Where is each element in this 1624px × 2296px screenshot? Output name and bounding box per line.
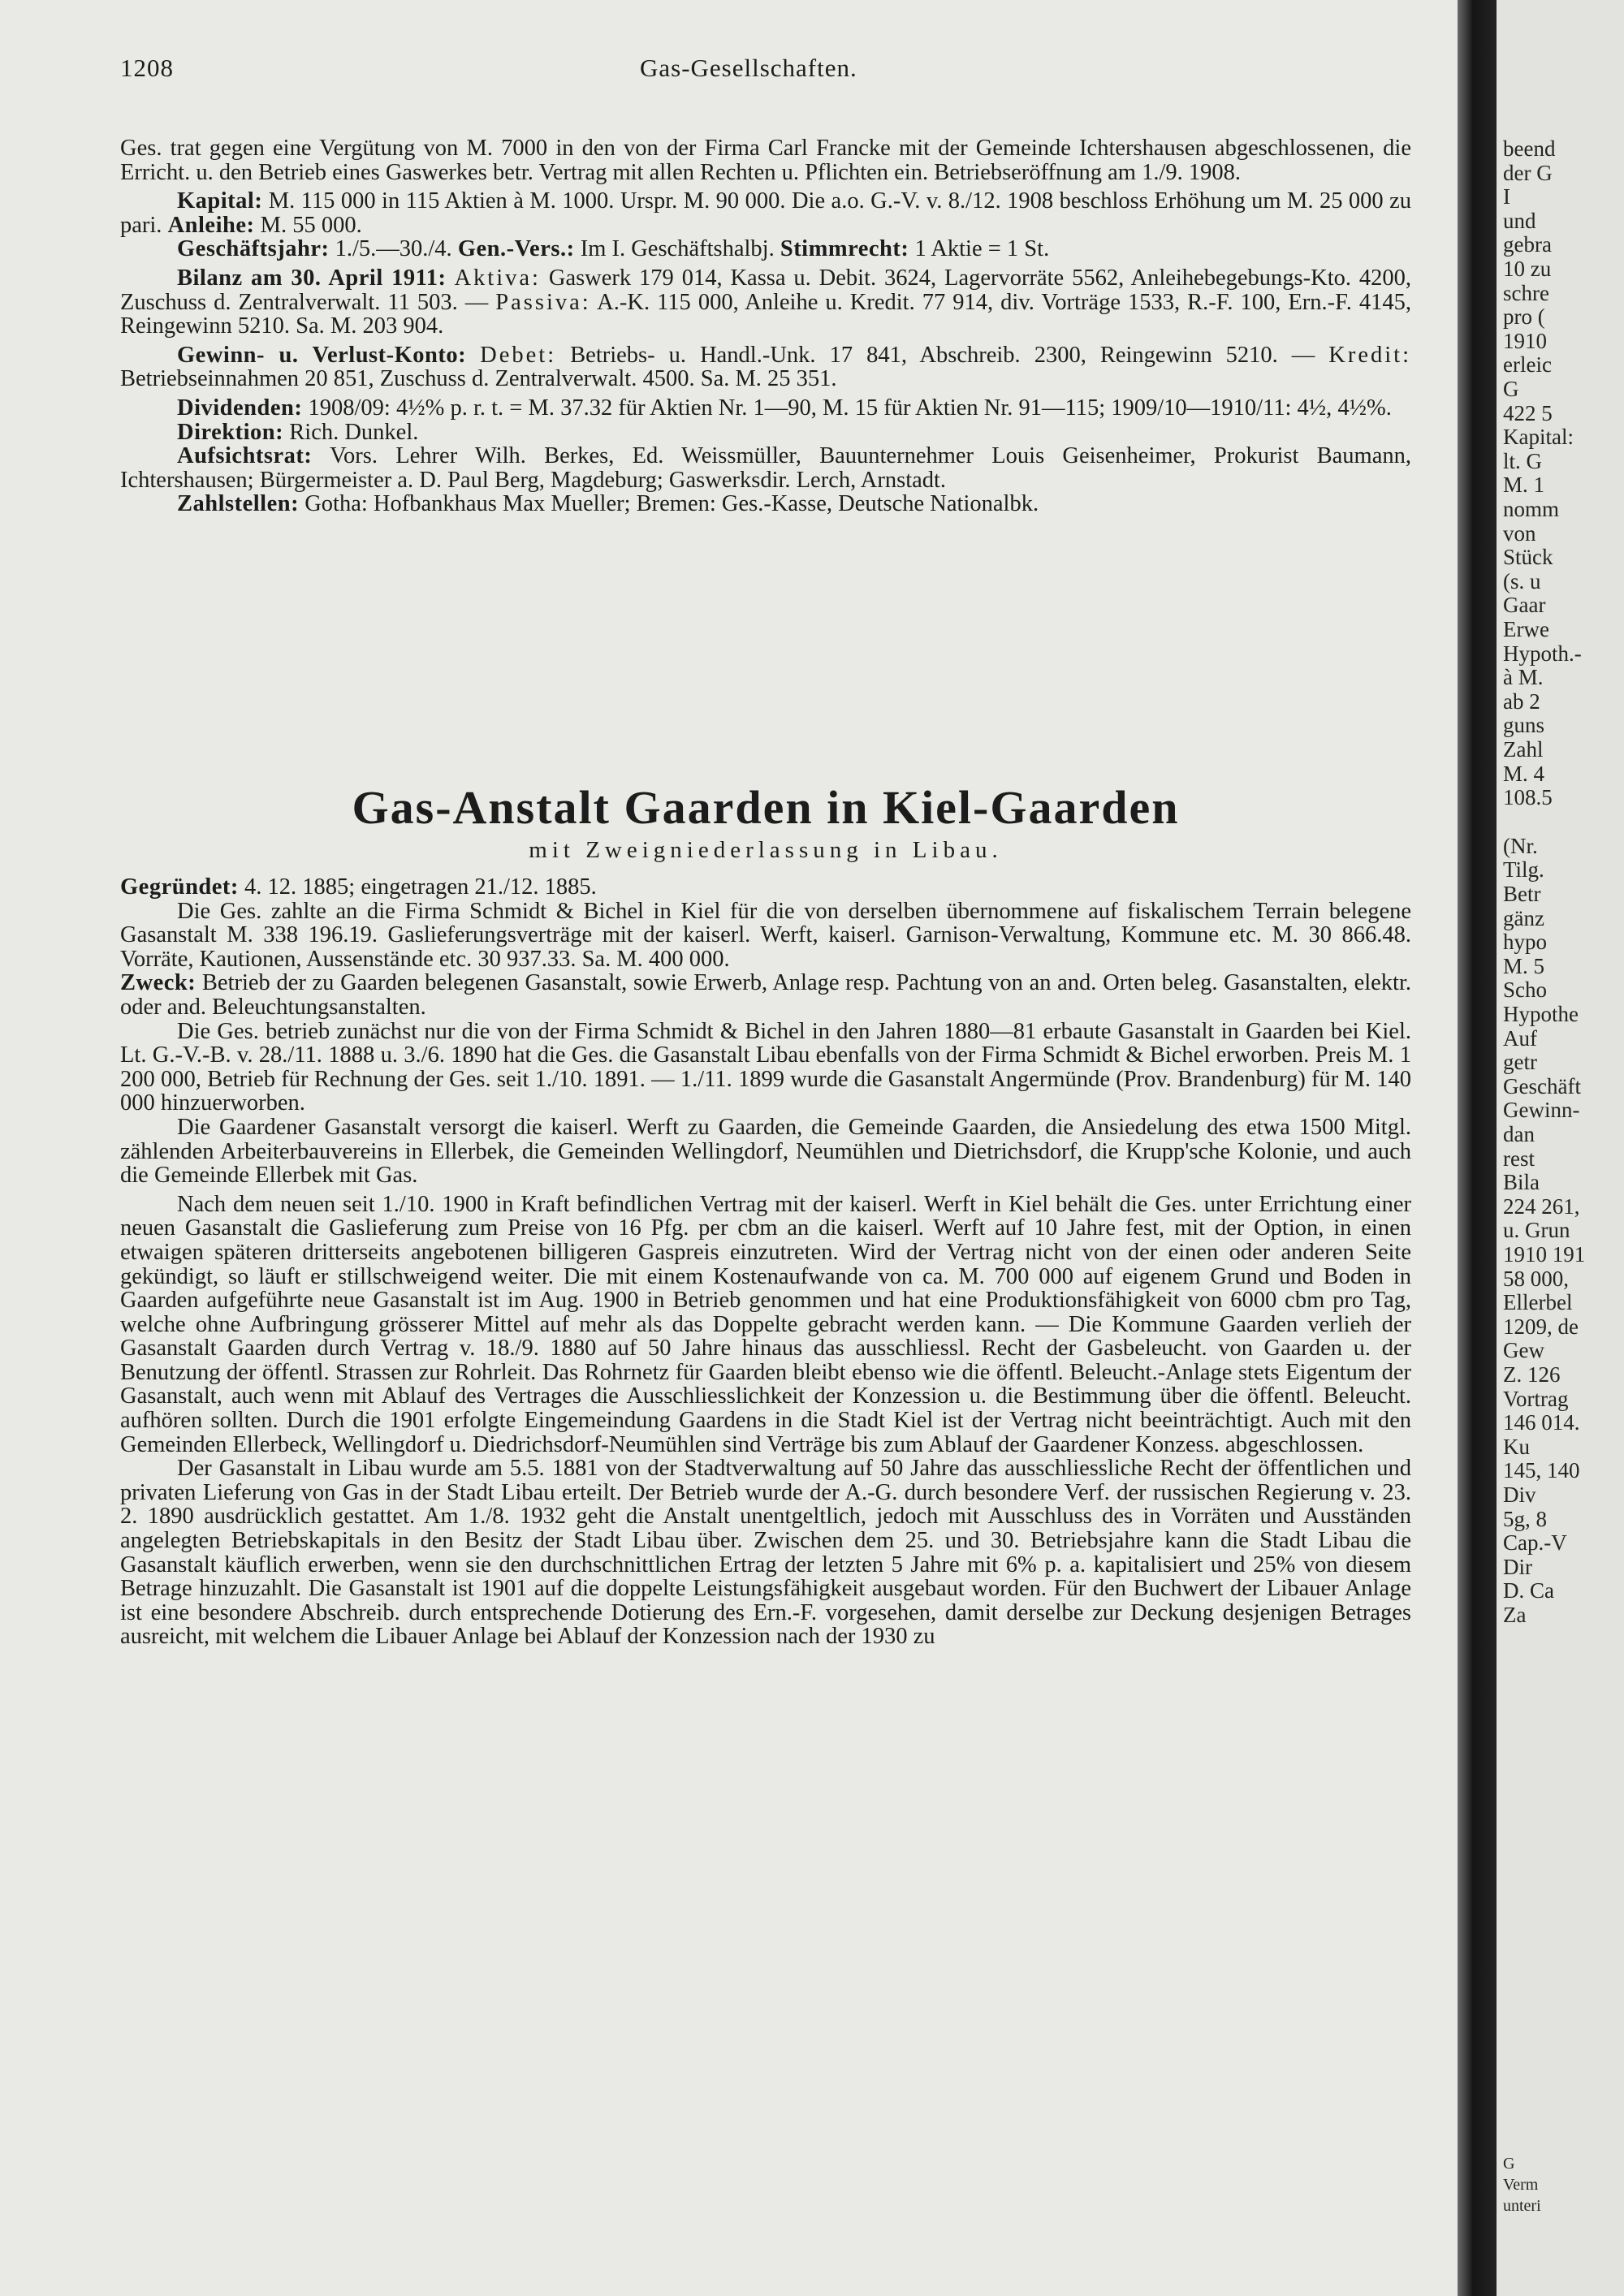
- adjacent-page-fragment: Gew: [1503, 1338, 1544, 1363]
- bilanz-passiva-label: Passiva:: [495, 289, 591, 315]
- adjacent-page-bottom-fragment: unteri: [1503, 2197, 1541, 2215]
- adjacent-page-bottom-fragment: G: [1503, 2155, 1515, 2173]
- paragraph-contract: Nach dem neuen seit 1./10. 1900 in Kraft befindlichen Vertrag mit der kaiserl. Werft in Kiel behält die Ges. unter Errichtung einer neuen Gasanstalt die Gaslieferung zum Preise von 16 Pfg. per cbm an die kaiserl. Werft auf 10 Jahre fest, mit der Option, in einen etwaigen späteren dritterseits angebotenen billigeren Gaspreis einzutreten. Wird der Vertrag nicht von der einen oder anderen Seite gekündigt, so läuft er stillschweigend weiter. Die mit einem Kostenaufwande von ca. M. 700 000 auf eigenem Grund und Boden in Gaarden aufgeführte neue Gasanstalt ist im Aug. 1900 in Betrieb genommen und hat eine Produktionsfähigkeit von 6000 cbm pro Tag, welche ohne Aufbringung grösserer Mittel auf mehr als das Doppelte gebracht werden kann. — Die Kommune Gaarden verlieh der Gasanstalt Gaarden durch Vertrag v. 18./9. 1880 auf 50 Jahre hinaus das ausschliessl. Recht der Gasbeleucht. von Gaarden u. der Benutzung der öffentl. Strassen zur Rohrleit. Das Rohrnetz für Gaarden bleibt ebenso wie die öffentl. Beleucht.-Anlage stets Eigentum der Gasanstalt, auch wenn mit Ablauf des Vertrages die Ausschliesslichkeit der Konzession u. die Bestimmung über die öffentl. Beleucht. aufhören sollten. Durch die 1901 erfolgte Eingemeindung Gaardens in die Stadt Kiel ist der Vertrag nicht beeinträchtigt. Auch mit den Gemeinden Ellerbeck, Wellingdorf u. Diedrichsdorf-Neumühlen sind Verträge bis zum Ablauf der Gaardener Konzess. abgeschlossen.: [120, 1191, 1411, 1457]
- adjacent-page-fragment: 146 014.: [1503, 1410, 1580, 1435]
- zahlstellen-text: Gotha: Hofbankhaus Max Mueller; Bremen: Ges.-Kasse, Deutsche Nationalbk.: [304, 491, 1039, 517]
- direktion-entry: [120, 421, 1411, 445]
- bilanz-entry: [120, 266, 1411, 339]
- stimmrecht-text: 1 Aktie = 1 St.: [914, 236, 1050, 262]
- direktion-label: Direktion:: [177, 419, 284, 445]
- gewinn-label: Gewinn- u. Verlust-Konto:: [177, 342, 467, 368]
- adjacent-page-fragment: Za: [1503, 1603, 1527, 1627]
- dividenden-label: Dividenden:: [177, 395, 303, 421]
- anleihe-label: Anleihe:: [167, 212, 255, 238]
- paragraph-supply: Die Gaardener Gasanstalt versorgt die kaiserl. Werft zu Gaarden, die Gemeinde Gaarden, die Ansiedelung des etwa 1500 Mitgl. zählenden Arbeiterbauvereins in Ellerbek, die Gemeinden Wellingdorf, Neumühlen und Dietrichsdorf, die Krupp'sche Kolonie, und auch die Gemeinde Ellerbek mit Gas.: [120, 1114, 1411, 1189]
- zweck-entry: [120, 971, 1411, 1019]
- adjacent-page-fragment: 1910: [1503, 328, 1547, 353]
- running-title: Gas-Gesellschaften.: [640, 54, 857, 82]
- adjacent-page-fragment: Div: [1503, 1482, 1536, 1507]
- anleihe-text: M. 55 000.: [260, 212, 362, 238]
- adjacent-page-fragment: Gewinn-: [1503, 1098, 1580, 1123]
- bilanz-aktiva-label: Aktiva:: [454, 265, 541, 291]
- kapital-entry: [120, 189, 1411, 237]
- adjacent-page-fragment: u. Grun: [1503, 1218, 1570, 1243]
- adjacent-page-fragment: ab 2: [1503, 688, 1540, 714]
- dividenden-text: 1908/09: 4½% p. r. t. = M. 37.32 für Aktien Nr. 1—90, M. 15 für Aktien Nr. 91—115; 1909/10—1910/11: 4½, 4½%.: [308, 395, 1392, 421]
- adjacent-page-fragment: dan: [1503, 1122, 1535, 1146]
- adjacent-page-fragment: von: [1503, 520, 1536, 546]
- adjacent-page-fragment: Gaar: [1503, 593, 1546, 618]
- geschaeftsjahr-entry: [120, 237, 1411, 261]
- bilanz-passiva-text: A.-K. 115 000, Anleihe u. Kredit. 77 914, div. Vorträge 1533, R.-F. 100, Ern.-F. 4145, Reingewinn 5210. Sa. M. 203 904.: [120, 289, 1411, 339]
- running-head: [120, 54, 1411, 94]
- bilanz-label: Bilanz am 30. April 1911:: [177, 265, 447, 291]
- adjacent-page-fragment: I: [1503, 184, 1510, 209]
- adjacent-page-fragment: 145, 140: [1503, 1458, 1580, 1483]
- gewinn-entry: [120, 343, 1411, 391]
- adjacent-page-fragment: lt. G: [1503, 448, 1543, 473]
- adjacent-page-fragment: schre: [1503, 280, 1549, 305]
- paragraph-history: Die Ges. betrieb zunächst nur die von der Firma Schmidt & Bichel in den Jahren 1880—81 erbaute Gasanstalt in Gaarden bei Kiel. Lt. G.-V.-B. v. 28./11. 1888 u. 3./6. 1890 hat die Ges. die Gasanstalt Libau ebenfalls von der Firma Schmidt & Bichel erworben. Preis M. 1 200 000, Betrieb für Rechnung der Ges. seit 1./10. 1891. — 1./11. 1899 wurde die Gasanstalt Angermünde (Prov. Brandenburg) für M. 140 000 hinzuerworben.: [120, 1018, 1411, 1116]
- adjacent-page-fragment: 108.5: [1503, 785, 1553, 810]
- zweck-text: Betrieb der zu Gaarden belegenen Gasanstalt, sowie Erwerb, Anlage resp. Pachtung von an and. Orten beleg. Gasanstalten, elektr. oder and. Beleuchtungsanstalten.: [120, 970, 1411, 1020]
- adjacent-page-fragment: Z. 126: [1503, 1362, 1561, 1387]
- adjacent-page-fragment: (s. u: [1503, 568, 1541, 593]
- adjacent-page-fragment: M. 4: [1503, 761, 1545, 786]
- paragraph-libau: Der Gasanstalt in Libau wurde am 5.5. 1881 von der Stadtverwaltung auf 50 Jahre das ausschliessliche Recht der öffentlichen und privaten Lieferung von Gas in der Stadt Libau erteilt. Der Betrieb wurde der A.-G. durch besondere Verf. der russischen Regierung v. 23. 2. 1890 ausdrücklich gestattet. Am 1./8. 1932 geht die Anstalt unentgeltlich, jedoch mit Ausschluss des in Vorräten und Ausständen angelegten Betriebskapitals in den Besitz der Stadt Libau über. Zwischen dem 25. und 30. Betriebsjahre kann die Stadt Libau die Gasanstalt käuflich erwerben, wenn sie den durchschnittlichen Ertrag der letzten 5 Jahre mit 6% p. a. kapitalisiert und 25% von diesem Betrage hinzuzahlt. Die Gasanstalt ist 1901 auf die doppelte Leistungsfähigkeit ausgebaut worden. Für den Buchwert der Libauer Anlage ist eine besondere Abschreib. durch entsprechende Dotierung des Ern.-F. vorgesehen, damit derselbe zur Deckung desjenigen Betrages ausreicht, mit welchem die Libauer Anlage bei Ablauf der Konzession nach der 1930 zu: [120, 1456, 1411, 1650]
- adjacent-page-fragment: Dir: [1503, 1554, 1532, 1579]
- adjacent-page-fragment: 1209, de: [1503, 1314, 1579, 1339]
- adjacent-page-fragment: 10 zu: [1503, 257, 1552, 281]
- adjacent-page-fragment: nomm: [1503, 497, 1560, 521]
- adjacent-page-fragment: und: [1503, 208, 1536, 233]
- adjacent-page-fragment: Hypoth.-: [1503, 641, 1582, 666]
- adjacent-page-fragment: 58 000,: [1503, 1266, 1569, 1291]
- adjacent-page-fragment: Cap.-V: [1503, 1530, 1567, 1556]
- adjacent-page-fragment: Bila: [1503, 1170, 1540, 1195]
- adjacent-page-fragment: G: [1503, 377, 1519, 401]
- company-subtitle: mit Zweigniederlassung in Libau.: [529, 837, 1003, 863]
- direktion-text: Rich. Dunkel.: [289, 419, 419, 445]
- adjacent-page-fragment: 224 261,: [1503, 1193, 1580, 1219]
- adjacent-page-fragment: Scho: [1503, 978, 1547, 1003]
- aufsichtsrat-entry: [120, 444, 1411, 492]
- adjacent-page-fragment: à M.: [1503, 665, 1544, 690]
- adjacent-page-fragment: Betr: [1503, 882, 1541, 906]
- adjacent-page-fragment: 5g, 8: [1503, 1506, 1547, 1531]
- adjacent-page-fragment: der G: [1503, 160, 1553, 185]
- adjacent-page-fragment: getr: [1503, 1050, 1537, 1075]
- adjacent-page-fragment: Erwe: [1503, 617, 1549, 641]
- adjacent-page-fragment: 422 5: [1503, 400, 1553, 425]
- zweck-label: Zweck:: [120, 970, 197, 996]
- gewinn-kredit-label: Kredit:: [1328, 342, 1412, 368]
- gewinn-debet-label: Debet:: [480, 342, 557, 368]
- adjacent-page-fragment: guns: [1503, 713, 1545, 738]
- paragraph-purchase: Die Ges. zahlte an die Firma Schmidt & Bichel in Kiel für die von derselben übernommene auf fiskalischem Terrain belegene Gasanstalt M. 338 196.19. Gaslieferungsverträge mit der kaiserl. Werft, kaiserl. Garnison-Verwaltung, Kommune etc. M. 30 866.48. Vorräte, Kautionen, Aussenstände etc. 30 937.33. Sa. M. 400 000.: [120, 898, 1411, 972]
- bilanz-aktiva-text: Gaswerk 179 014, Kassa u. Debit. 3624, Lagervorräte 5562, Anleihebegebungs-Kto. 4200, Zuschuss d. Zentralverwalt. 11 503. —: [120, 265, 1412, 315]
- book-gutter: [1458, 0, 1497, 2296]
- adjacent-page-fragment: Zahl: [1503, 737, 1544, 762]
- adjacent-page-edge: [1497, 0, 1624, 2296]
- kapital-label: Kapital:: [177, 188, 263, 214]
- adjacent-page-fragment: beend: [1503, 136, 1556, 161]
- genvers-text: Im I. Geschäftshalbj.: [580, 236, 775, 262]
- adjacent-page-fragment: M. 1: [1503, 473, 1545, 498]
- adjacent-page-fragment: erleic: [1503, 352, 1552, 378]
- adjacent-page-fragment: Vortrag: [1503, 1386, 1569, 1411]
- adjacent-page-fragment: (Nr.: [1503, 833, 1538, 858]
- adjacent-page-fragment: Hypothe: [1503, 1002, 1579, 1026]
- adjacent-page-fragment: Ku: [1503, 1434, 1530, 1459]
- zahlstellen-label: Zahlstellen:: [177, 491, 300, 517]
- dividenden-entry: [120, 396, 1411, 421]
- adjacent-page-fragment: M. 5: [1503, 953, 1545, 978]
- stimmrecht-label: Stimmrecht:: [780, 236, 909, 262]
- adjacent-page-fragment: 1910 191: [1503, 1242, 1586, 1267]
- geschaeftsjahr-text: 1./5.—30./4.: [335, 236, 452, 262]
- company-entry: [120, 875, 1411, 1649]
- adjacent-page-fragment: Tilg.: [1503, 857, 1544, 883]
- genvers-label: Gen.-Vers.:: [457, 236, 575, 262]
- adjacent-page-fragment: hypo: [1503, 930, 1547, 955]
- company-title: Gas-Anstalt Gaarden in Kiel-Gaarden: [352, 781, 1180, 834]
- gegruendet-text: 4. 12. 1885; eingetragen 21./12. 1885.: [244, 874, 597, 900]
- adjacent-page-fragment: gänz: [1503, 905, 1544, 930]
- adjacent-page-fragment: pro (: [1503, 304, 1545, 330]
- adjacent-page-fragment: Geschäft: [1503, 1073, 1581, 1098]
- adjacent-page-fragment: Stück: [1503, 545, 1553, 570]
- adjacent-page-fragment: rest: [1503, 1146, 1535, 1171]
- adjacent-page-fragment: Ellerbel: [1503, 1290, 1573, 1315]
- aufsichtsrat-label: Aufsichtsrat:: [177, 443, 313, 469]
- adjacent-page-bottom-fragment: Verm: [1503, 2176, 1539, 2194]
- gewinn-kredit-text: Betriebseinnahmen 20 851, Zuschuss d. Zentralverwalt. 4500. Sa. M. 25 351.: [120, 366, 837, 392]
- gegruendet-entry: [120, 875, 1411, 900]
- page-number: 1208: [120, 54, 174, 82]
- previous-company-entry: [120, 136, 1411, 516]
- adjacent-page-fragment: D. Ca: [1503, 1578, 1554, 1603]
- intro-paragraph: Ges. trat gegen eine Vergütung von M. 7000 in den von der Firma Carl Francke mit der Gemeinde Ichtershausen abgeschlossenen, die Erricht. u. den Betrieb eines Gaswerkes betr. Vertrag mit allen Rechten u. Pflichten ein. Betriebseröffnung am 1./9. 1908.: [120, 136, 1411, 185]
- gegruendet-label: Gegründet:: [120, 874, 239, 900]
- adjacent-page-fragment: gebra: [1503, 232, 1552, 257]
- adjacent-page-fragment: Kapital:: [1503, 425, 1574, 450]
- gewinn-debet-text: Betriebs- u. Handl.-Unk. 17 841, Abschreib. 2300, Reingewinn 5210. —: [570, 342, 1315, 368]
- kapital-text: M. 115 000 in 115 Aktien à M. 1000. Urspr. M. 90 000. Die a.o. G.-V. v. 8./12. 1908 beschloss Erhöhung um M. 25 000 zu pari.: [120, 188, 1411, 238]
- adjacent-page-fragment: Auf: [1503, 1025, 1537, 1051]
- geschaeftsjahr-label: Geschäftsjahr:: [177, 236, 330, 262]
- aufsichtsrat-text: Vors. Lehrer Wilh. Berkes, Ed. Weissmüller, Bauunternehmer Louis Geisenheimer, Prokurist Baumann, Ichtershausen; Bürgermeister a. D. Paul Berg, Magdeburg; Gaswerksdir. Lerch, Arnstadt.: [120, 443, 1411, 493]
- zahlstellen-entry: [120, 492, 1411, 516]
